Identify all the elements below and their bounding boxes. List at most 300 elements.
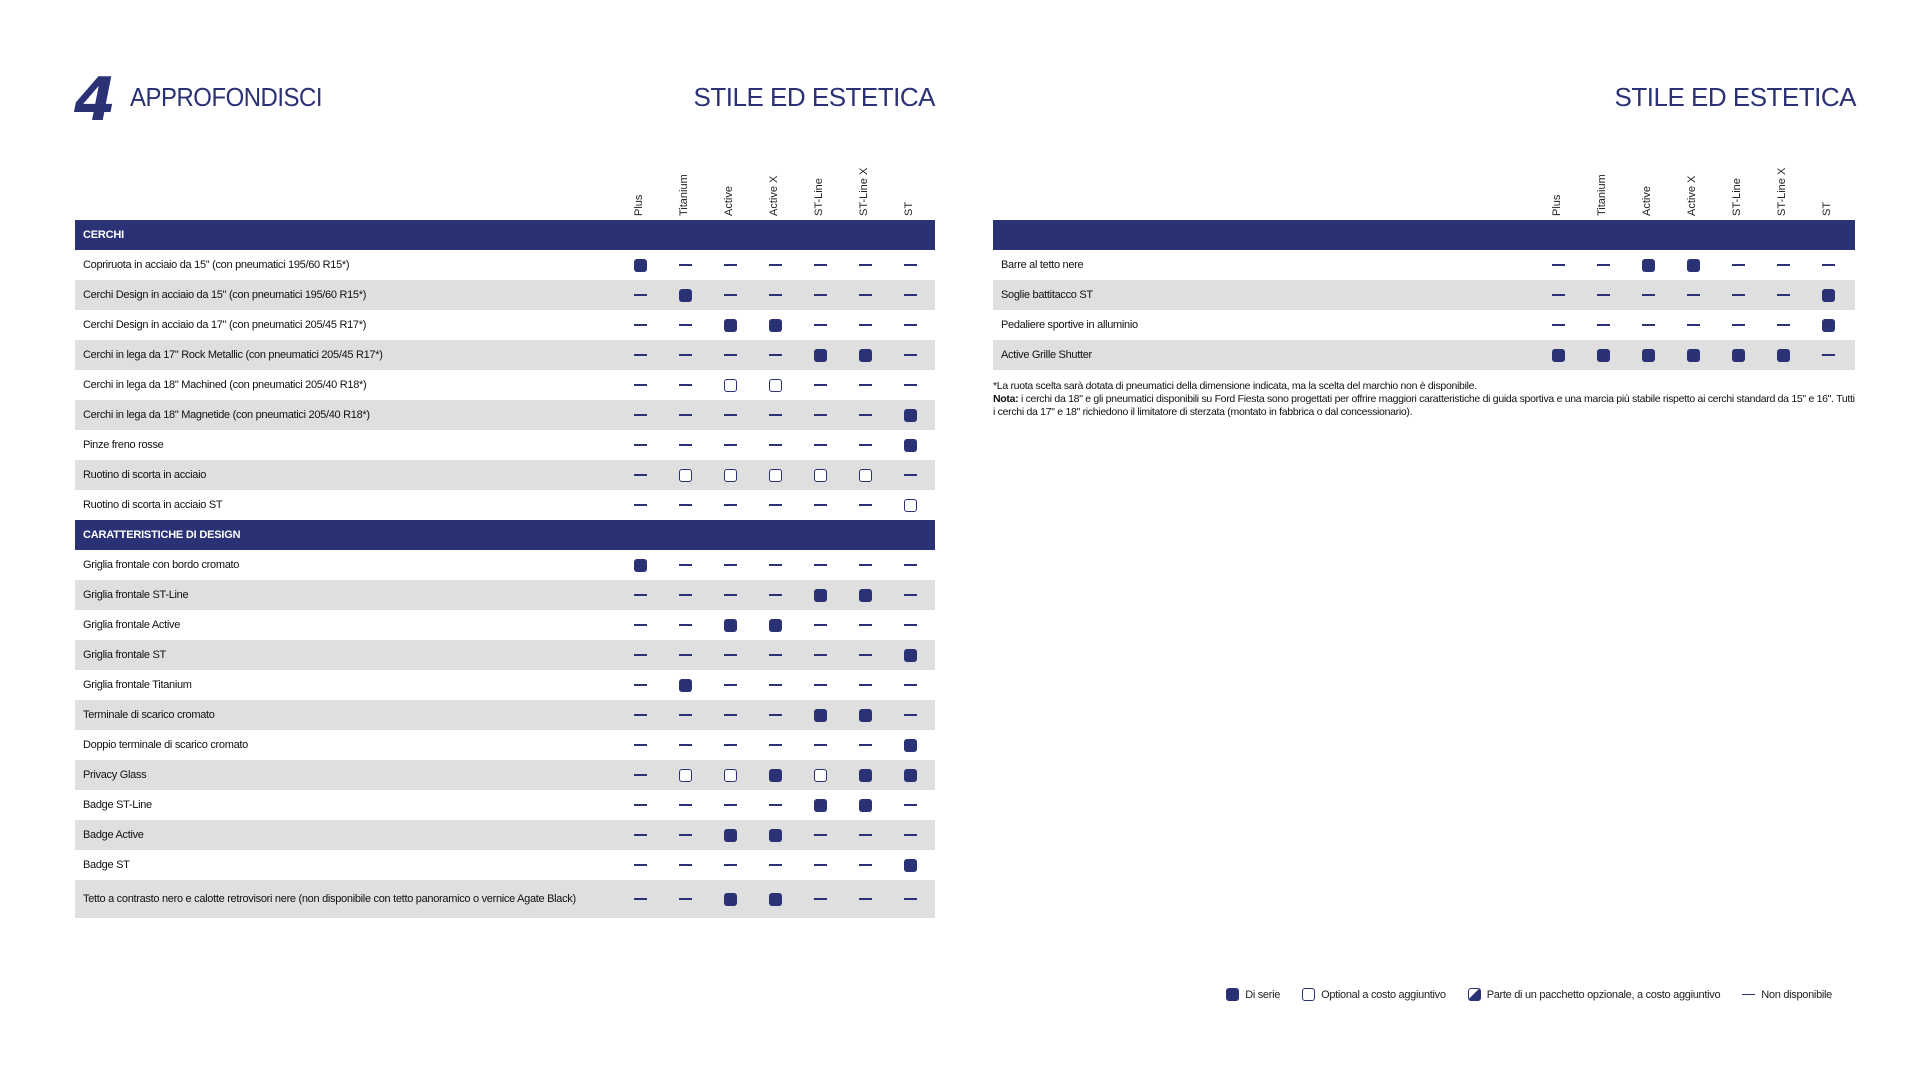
- cell-st-line-x: [858, 408, 872, 422]
- dash-icon: [634, 594, 647, 596]
- dash-icon: [634, 654, 647, 656]
- dash-icon: [859, 834, 872, 836]
- cell-titanium: [1596, 318, 1610, 332]
- table-row: [75, 790, 935, 820]
- dash-icon: [1687, 294, 1700, 296]
- column-header-label: ST: [1821, 201, 1833, 216]
- dash-icon: [1732, 264, 1745, 266]
- dash-icon: [634, 804, 647, 806]
- dash-icon: [1777, 324, 1790, 326]
- filled-square-icon: [679, 289, 692, 302]
- cell-st-line-x: [1776, 318, 1790, 332]
- table-row: [75, 880, 935, 918]
- dash-icon: [1642, 294, 1655, 296]
- dash-icon: [679, 414, 692, 416]
- cell-titanium: [678, 678, 692, 692]
- cell-titanium: [678, 258, 692, 272]
- table-row: [75, 550, 935, 580]
- filled-square-icon: [634, 259, 647, 272]
- dash-icon: [769, 444, 782, 446]
- row-label: Griglia frontale ST: [83, 648, 166, 661]
- cell-titanium: [678, 348, 692, 362]
- filled-square-icon: [859, 709, 872, 722]
- legend-package: [1468, 988, 1721, 1001]
- column-header-label: Titanium: [678, 174, 690, 216]
- dash-icon: [634, 414, 647, 416]
- cell-st-line: [813, 738, 827, 752]
- row-label: Cerchi in lega da 18" Machined (con pneumatici 205/40 R18*): [83, 378, 367, 391]
- dash-icon: [904, 264, 917, 266]
- filled-square-icon: [724, 829, 737, 842]
- cell-active: [723, 892, 737, 906]
- row-label: Cerchi in lega da 17" Rock Metallic (con pneumatici 205/45 R17*): [83, 348, 383, 361]
- dash-icon: [769, 264, 782, 266]
- cell-plus: [633, 348, 647, 362]
- cell-active: [723, 258, 737, 272]
- cell-st-line: [813, 288, 827, 302]
- row-label: Griglia frontale con bordo cromato: [83, 558, 240, 571]
- cell-titanium: [678, 648, 692, 662]
- cell-active: [723, 768, 737, 782]
- dash-icon: [679, 624, 692, 626]
- empty-square-icon: [859, 469, 872, 482]
- column-header-label: Active: [723, 186, 735, 216]
- table-row: [75, 820, 935, 850]
- cell-st-line: [813, 258, 827, 272]
- cell-st-line: [813, 558, 827, 572]
- cell-titanium: [678, 892, 692, 906]
- table-row: [75, 700, 935, 730]
- cell-st-line-x: [858, 288, 872, 302]
- column-headers: [993, 160, 1855, 220]
- dash-icon: [769, 414, 782, 416]
- cell-st: [903, 558, 917, 572]
- cell-plus: [633, 438, 647, 452]
- cell-active-x: [1686, 258, 1700, 272]
- cell-plus: [633, 588, 647, 602]
- cell-st: [903, 258, 917, 272]
- cell-st-line-x: [1776, 288, 1790, 302]
- cell-st: [903, 378, 917, 392]
- dash-icon: [859, 414, 872, 416]
- cell-plus: [633, 408, 647, 422]
- filled-square-icon: [1226, 988, 1239, 1001]
- dash-icon: [724, 804, 737, 806]
- dash-icon: [634, 444, 647, 446]
- dash-icon: [814, 624, 827, 626]
- dash-icon: [634, 504, 647, 506]
- table-row: [75, 490, 935, 520]
- cell-titanium: [678, 378, 692, 392]
- cell-st-line-x: [858, 588, 872, 602]
- cell-st-line-x: [858, 738, 872, 752]
- left-spec-table: [75, 160, 935, 918]
- cell-st-line: [813, 678, 827, 692]
- dash-icon: [814, 444, 827, 446]
- cell-st-line-x: [1776, 348, 1790, 362]
- table-row: [75, 310, 935, 340]
- dash-icon: [859, 864, 872, 866]
- cell-active-x: [768, 468, 782, 482]
- left-page-title: STILE ED ESTETICA: [693, 82, 935, 112]
- row-label: Cerchi Design in acciaio da 15" (con pneumatici 195/60 R15*): [83, 288, 367, 301]
- cell-st-line-x: [858, 858, 872, 872]
- cell-titanium: [678, 558, 692, 572]
- dash-icon: [814, 654, 827, 656]
- cell-active-x: [768, 408, 782, 422]
- dash-icon: [769, 804, 782, 806]
- cell-st-line: [813, 588, 827, 602]
- column-header-label: Plus: [1551, 194, 1563, 216]
- cell-active-x: [768, 828, 782, 842]
- dash-icon: [859, 744, 872, 746]
- cell-active-x: [768, 318, 782, 332]
- column-header-active-x: [1686, 156, 1700, 216]
- dash-icon: [814, 264, 827, 266]
- row-label: Pedaliere sportive in alluminio: [1001, 318, 1138, 331]
- dash-icon: [679, 384, 692, 386]
- legend-standard: [1226, 988, 1280, 1001]
- dash-icon: [1732, 324, 1745, 326]
- filled-square-icon: [814, 709, 827, 722]
- cell-plus: [633, 378, 647, 392]
- dash-icon: [679, 444, 692, 446]
- cell-active: [1641, 318, 1655, 332]
- dash-icon: [724, 684, 737, 686]
- dash-icon: [1597, 324, 1610, 326]
- dash-icon: [1732, 294, 1745, 296]
- cell-active: [723, 288, 737, 302]
- filled-square-icon: [1642, 259, 1655, 272]
- cell-st: [903, 738, 917, 752]
- row-label: Cerchi Design in acciaio da 17" (con pneumatici 205/45 R17*): [83, 318, 367, 331]
- empty-square-icon: [724, 469, 737, 482]
- cell-titanium: [678, 318, 692, 332]
- right-page-title: STILE ED ESTETICA: [1614, 82, 1856, 112]
- empty-square-icon: [724, 379, 737, 392]
- filled-square-icon: [1687, 349, 1700, 362]
- cell-st-line-x: [858, 618, 872, 632]
- column-header-label: ST: [903, 201, 915, 216]
- cell-st: [903, 618, 917, 632]
- empty-square-icon: [769, 379, 782, 392]
- row-label: Copriruota in acciaio da 15" (con pneumatici 195/60 R15*): [83, 258, 350, 271]
- filled-square-icon: [724, 893, 737, 906]
- cell-st-line-x: [858, 798, 872, 812]
- column-header-label: Active X: [1686, 175, 1698, 216]
- cell-st-line: [813, 438, 827, 452]
- cell-active: [723, 498, 737, 512]
- cell-st-line-x: [858, 438, 872, 452]
- legend-not-available-label: Non disponibile: [1761, 988, 1832, 1001]
- cell-plus: [633, 858, 647, 872]
- table-row: [75, 580, 935, 610]
- cell-st-line: [1731, 348, 1745, 362]
- section-header-bar: CERCHI: [75, 220, 935, 250]
- dash-icon: [769, 294, 782, 296]
- filled-square-icon: [859, 589, 872, 602]
- column-header-st-line: [813, 156, 827, 216]
- cell-titanium: [678, 438, 692, 452]
- empty-square-icon: [814, 469, 827, 482]
- cell-active-x: [768, 738, 782, 752]
- row-label: Griglia frontale Titanium: [83, 678, 192, 691]
- table-row: [993, 280, 1855, 310]
- cell-st: [903, 648, 917, 662]
- cell-active-x: [768, 588, 782, 602]
- filled-square-icon: [814, 589, 827, 602]
- dash-icon: [904, 384, 917, 386]
- dash-icon: [634, 864, 647, 866]
- cell-titanium: [678, 858, 692, 872]
- cell-st-line-x: [858, 678, 872, 692]
- dash-icon: [859, 564, 872, 566]
- cell-st: [1821, 288, 1835, 302]
- table-row: [75, 340, 935, 370]
- table-row: [993, 310, 1855, 340]
- cell-active-x: [768, 378, 782, 392]
- dash-icon: [679, 744, 692, 746]
- dash-icon: [814, 324, 827, 326]
- column-header-plus: [1551, 156, 1565, 216]
- cell-active-x: [768, 648, 782, 662]
- filled-square-icon: [1777, 349, 1790, 362]
- cell-st-line-x: [858, 258, 872, 272]
- cell-st-line-x: [858, 558, 872, 572]
- cell-st: [903, 798, 917, 812]
- dash-icon: [679, 834, 692, 836]
- column-header-active-x: [768, 156, 782, 216]
- cell-plus: [633, 648, 647, 662]
- cell-st-line: [813, 828, 827, 842]
- table-row: [75, 400, 935, 430]
- dash-icon: [814, 294, 827, 296]
- dash-icon: [769, 864, 782, 866]
- dash-icon: [859, 654, 872, 656]
- cell-st: [903, 498, 917, 512]
- cell-titanium: [678, 468, 692, 482]
- cell-st-line-x: [1776, 258, 1790, 272]
- dash-icon: [1742, 994, 1755, 996]
- chapter-number: 4: [74, 65, 116, 135]
- cell-st-line: [813, 858, 827, 872]
- cell-plus: [633, 498, 647, 512]
- cell-st: [903, 468, 917, 482]
- row-label: Badge Active: [83, 828, 144, 841]
- dash-icon: [1552, 324, 1565, 326]
- cell-active: [723, 588, 737, 602]
- dash-icon: [634, 354, 647, 356]
- dash-icon: [679, 264, 692, 266]
- cell-plus: [1551, 288, 1565, 302]
- legend-optional: [1302, 988, 1446, 1001]
- cell-st-line: [1731, 318, 1745, 332]
- dash-icon: [1822, 264, 1835, 266]
- right-spec-table: [993, 160, 1855, 370]
- cell-active: [723, 648, 737, 662]
- filled-square-icon: [724, 619, 737, 632]
- cell-active: [723, 678, 737, 692]
- cell-titanium: [678, 408, 692, 422]
- cell-active: [1641, 258, 1655, 272]
- cell-active-x: [768, 258, 782, 272]
- filled-square-icon: [769, 319, 782, 332]
- dash-icon: [769, 504, 782, 506]
- dash-icon: [904, 898, 917, 900]
- cell-active: [1641, 348, 1655, 362]
- cell-st-line: [813, 378, 827, 392]
- cell-st: [903, 892, 917, 906]
- cell-active-x: [768, 892, 782, 906]
- row-label: Doppio terminale di scarico cromato: [83, 738, 248, 751]
- cell-titanium: [1596, 258, 1610, 272]
- cell-active: [723, 828, 737, 842]
- cell-titanium: [678, 618, 692, 632]
- dash-icon: [904, 324, 917, 326]
- dash-icon: [859, 684, 872, 686]
- cell-st: [1821, 258, 1835, 272]
- cell-st-line: [813, 408, 827, 422]
- dash-icon: [679, 564, 692, 566]
- legend-package-label: Parte di un pacchetto opzionale, a costo aggiuntivo: [1486, 988, 1721, 1001]
- cell-st: [903, 288, 917, 302]
- cell-titanium: [678, 288, 692, 302]
- cell-active: [723, 438, 737, 452]
- dash-icon: [904, 354, 917, 356]
- column-header-st: [1821, 156, 1835, 216]
- row-label: Griglia frontale ST-Line: [83, 588, 189, 601]
- dash-icon: [634, 714, 647, 716]
- cell-active: [723, 708, 737, 722]
- cell-active: [723, 858, 737, 872]
- dash-icon: [1777, 294, 1790, 296]
- row-label: Ruotino di scorta in acciaio ST: [83, 498, 223, 511]
- dash-icon: [724, 564, 737, 566]
- column-header-label: Active: [1641, 186, 1653, 216]
- dash-icon: [1777, 264, 1790, 266]
- filled-square-icon: [769, 619, 782, 632]
- dash-icon: [814, 744, 827, 746]
- cell-st-line: [813, 618, 827, 632]
- empty-square-icon: [769, 469, 782, 482]
- filled-square-icon: [859, 799, 872, 812]
- cell-plus: [633, 708, 647, 722]
- dash-icon: [634, 898, 647, 900]
- cell-st: [903, 708, 917, 722]
- dash-icon: [634, 624, 647, 626]
- dash-icon: [814, 414, 827, 416]
- empty-square-icon: [1302, 988, 1315, 1001]
- dash-icon: [814, 384, 827, 386]
- dash-icon: [724, 714, 737, 716]
- cell-st: [903, 828, 917, 842]
- cell-active-x: [768, 438, 782, 452]
- dash-icon: [724, 504, 737, 506]
- dash-icon: [679, 324, 692, 326]
- dash-icon: [634, 684, 647, 686]
- dash-icon: [724, 744, 737, 746]
- half-filled-square-icon: [1468, 988, 1481, 1001]
- dash-icon: [769, 714, 782, 716]
- legend: [1204, 988, 1832, 1001]
- dash-icon: [814, 898, 827, 900]
- dash-icon: [634, 324, 647, 326]
- filled-square-icon: [814, 349, 827, 362]
- column-header-st-line: [1731, 156, 1745, 216]
- dash-icon: [634, 294, 647, 296]
- filled-square-icon: [724, 319, 737, 332]
- cell-st-line: [813, 648, 827, 662]
- column-header-label: ST-Line: [813, 178, 825, 216]
- cell-active-x: [768, 348, 782, 362]
- table-row: [75, 670, 935, 700]
- cell-titanium: [678, 708, 692, 722]
- cell-active: [723, 798, 737, 812]
- dash-icon: [1552, 294, 1565, 296]
- dash-icon: [679, 594, 692, 596]
- note-text: i cerchi da 18" e gli pneumatici disponibili su Ford Fiesta sono progettati per offrire maggiori caratteristiche di guida sportiva e una marcia più stabile rispetto ai cerchi standard da 15" e 16". Tutti i cerchi da 17" e 18" richiedono il limitatore di sterzata (montato in fabbrica o dal concessionario).: [993, 393, 1855, 418]
- table-row: [75, 850, 935, 880]
- dash-icon: [859, 444, 872, 446]
- cell-st: [903, 588, 917, 602]
- row-label: Badge ST: [83, 858, 130, 871]
- cell-active-x: [1686, 318, 1700, 332]
- cell-st-line: [813, 468, 827, 482]
- filled-square-icon: [1552, 349, 1565, 362]
- row-label: Badge ST-Line: [83, 798, 152, 811]
- dash-icon: [904, 834, 917, 836]
- column-header-plus: [633, 156, 647, 216]
- filled-square-icon: [904, 649, 917, 662]
- legend-standard-label: Di serie: [1245, 988, 1281, 1001]
- filled-square-icon: [904, 859, 917, 872]
- cell-active-x: [768, 288, 782, 302]
- dash-icon: [679, 804, 692, 806]
- cell-active-x: [768, 798, 782, 812]
- filled-square-icon: [904, 769, 917, 782]
- cell-plus: [633, 828, 647, 842]
- table-row: [993, 250, 1855, 280]
- cell-st: [903, 678, 917, 692]
- cell-plus: [633, 678, 647, 692]
- dash-icon: [634, 384, 647, 386]
- table-row: [75, 280, 935, 310]
- cell-plus: [633, 258, 647, 272]
- cell-st-line: [813, 708, 827, 722]
- table-row: [993, 340, 1855, 370]
- dash-icon: [859, 324, 872, 326]
- dash-icon: [814, 684, 827, 686]
- dash-icon: [1822, 354, 1835, 356]
- cell-plus: [633, 468, 647, 482]
- cell-st: [903, 408, 917, 422]
- cell-st-line: [813, 318, 827, 332]
- cell-plus: [633, 738, 647, 752]
- column-header-label: Plus: [633, 194, 645, 216]
- row-label: Cerchi in lega da 18" Magnetide (con pneumatici 205/40 R18*): [83, 408, 370, 421]
- dash-icon: [634, 744, 647, 746]
- cell-plus: [633, 558, 647, 572]
- row-label: Tetto a contrasto nero e calotte retrovisori nere (non disponibile con tetto panoramico o vernice Agate Black): [83, 892, 576, 905]
- empty-square-icon: [679, 469, 692, 482]
- cell-active: [723, 408, 737, 422]
- filled-square-icon: [679, 679, 692, 692]
- dash-icon: [679, 354, 692, 356]
- cell-plus: [633, 618, 647, 632]
- footnote-tyres: *La ruota scelta sarà dotata di pneumatici della dimensione indicata, ma la scelta del marchio non è disponibile.: [993, 380, 1477, 392]
- dash-icon: [1642, 324, 1655, 326]
- cell-st-line: [813, 498, 827, 512]
